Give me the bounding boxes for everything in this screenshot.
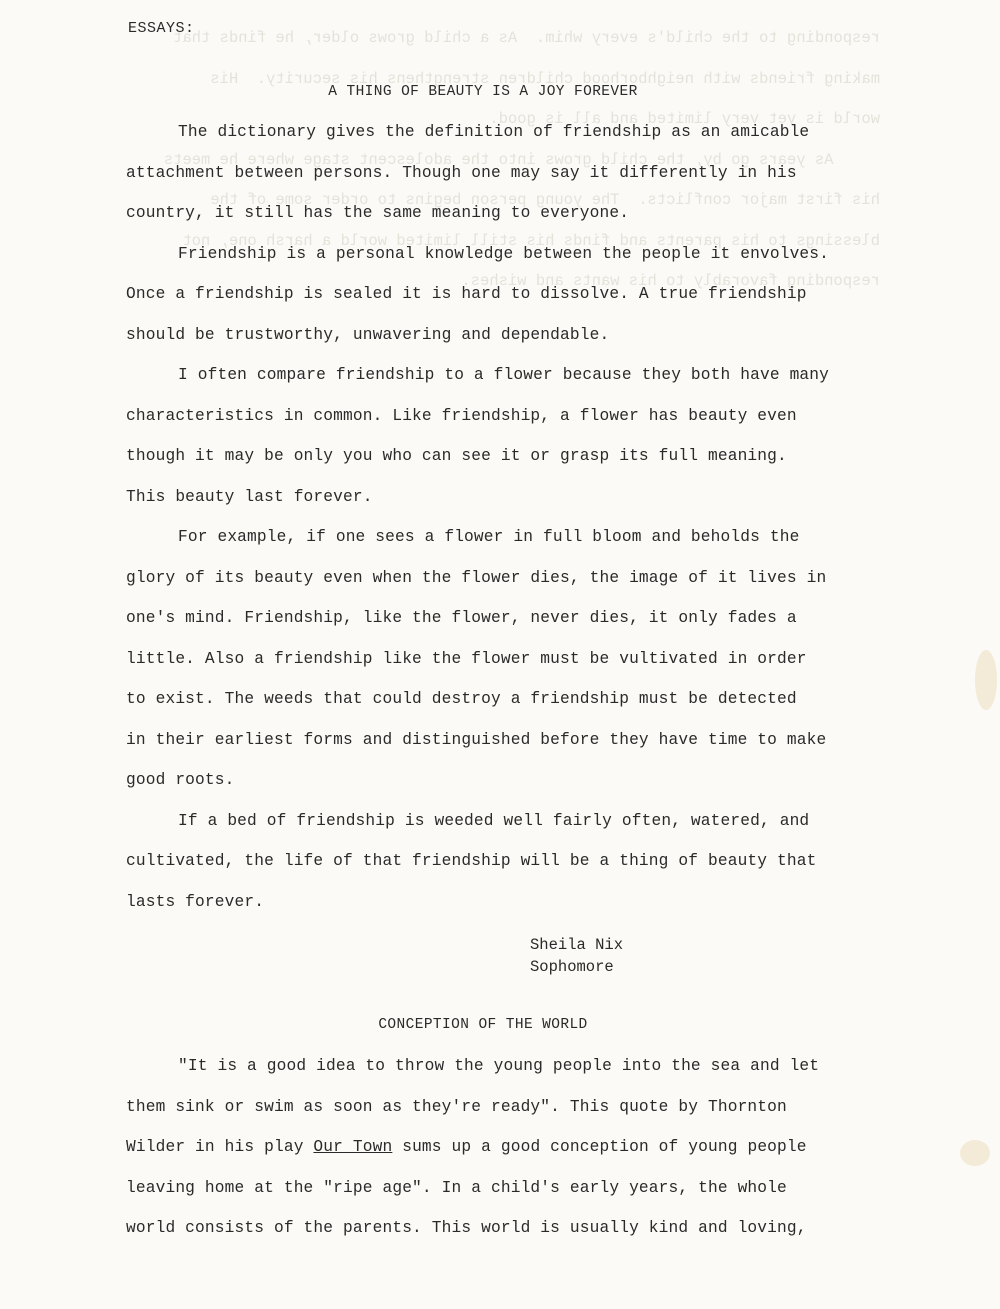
text-line: Friendship is a personal knowledge between the people it envolves. [178, 244, 830, 263]
text-segment: Wilder in his play [126, 1138, 314, 1156]
text-line: For example, if one sees a flower in full bloom and beholds the [178, 528, 800, 546]
text-line: though it may be only you who can see it or grasp its full meaning. [126, 447, 787, 465]
text-line: to exist. The weeds that could destroy a friendship must be detected [126, 690, 797, 708]
text-line: characteristics in common. Like friendship, a flower has beauty even [126, 406, 797, 425]
paper-stain [975, 650, 997, 710]
essay-title: CONCEPTION OF THE WORLD [378, 1017, 588, 1033]
text-line: world consists of the parents. This world is usually kind and loving, [126, 1219, 807, 1237]
essay-body [126, 122, 856, 932]
text-line: attachment between persons. Though one may say it differently in his [126, 163, 797, 182]
text-line: glory of its beauty even when the flower dies, the image of it lives in [126, 568, 827, 587]
text-line: lasts forever. [126, 892, 265, 911]
text-line: "It is a good idea to throw the young people into the sea and let [178, 1057, 820, 1075]
text-line: I often compare friendship to a flower because they both have many [178, 366, 830, 384]
text-line: should be trustworthy, unwavering and dependable. [126, 325, 610, 344]
text-line: country, it still has the same meaning to everyone. [126, 204, 630, 222]
text-line: cultivated, the life of that friendship will be a thing of beauty that [126, 852, 817, 870]
essay-body [126, 1056, 856, 1259]
paper-stain [960, 1140, 990, 1166]
text-line: in their earliest forms and distinguished before they have time to make [126, 730, 827, 749]
text-line [126, 1137, 856, 1178]
text-line: This beauty last forever. [126, 487, 373, 506]
text-line: Once a friendship is sealed it is hard to dissolve. A true friendship [126, 285, 807, 303]
text-line: If a bed of friendship is weeded well fairly often, watered, and [178, 811, 810, 830]
play-title: Our Town [313, 1138, 393, 1156]
text-line: leaving home at the "ripe age". In a child's early years, the whole [126, 1178, 787, 1197]
text-line: The dictionary gives the definition of friendship as an amicable [178, 123, 810, 141]
author-grade: Sophomore [530, 958, 614, 976]
text-segment: sums up a good conception of young people [392, 1138, 807, 1156]
text-line: them sink or swim as soon as they're ready". This quote by Thornton [126, 1097, 787, 1116]
text-line: little. Also a friendship like the flower must be vultivated in order [126, 649, 807, 668]
show-through-text: responding to the child's every whim. As a child grows older, he finds that making friends with neighborhood children strengthens his security. His world is yet very limited and all is good. As years go by, the child grows into the adolescent stage where he meets his first major conflicts. The young person begins to order some of the blessings to his parents and finds his still limited world a harsh one, not responding favorably to his wants and wishes. [163, 29, 880, 290]
author-name: Sheila Nix [530, 936, 624, 954]
signature-block [530, 934, 623, 978]
essay-title: A THING OF BEAUTY IS A JOY FOREVER [328, 84, 638, 100]
section-header: ESSAYS: [128, 20, 195, 37]
text-line: one's mind. Friendship, like the flower, never dies, it only fades a [126, 609, 797, 627]
text-line: good roots. [126, 771, 235, 789]
